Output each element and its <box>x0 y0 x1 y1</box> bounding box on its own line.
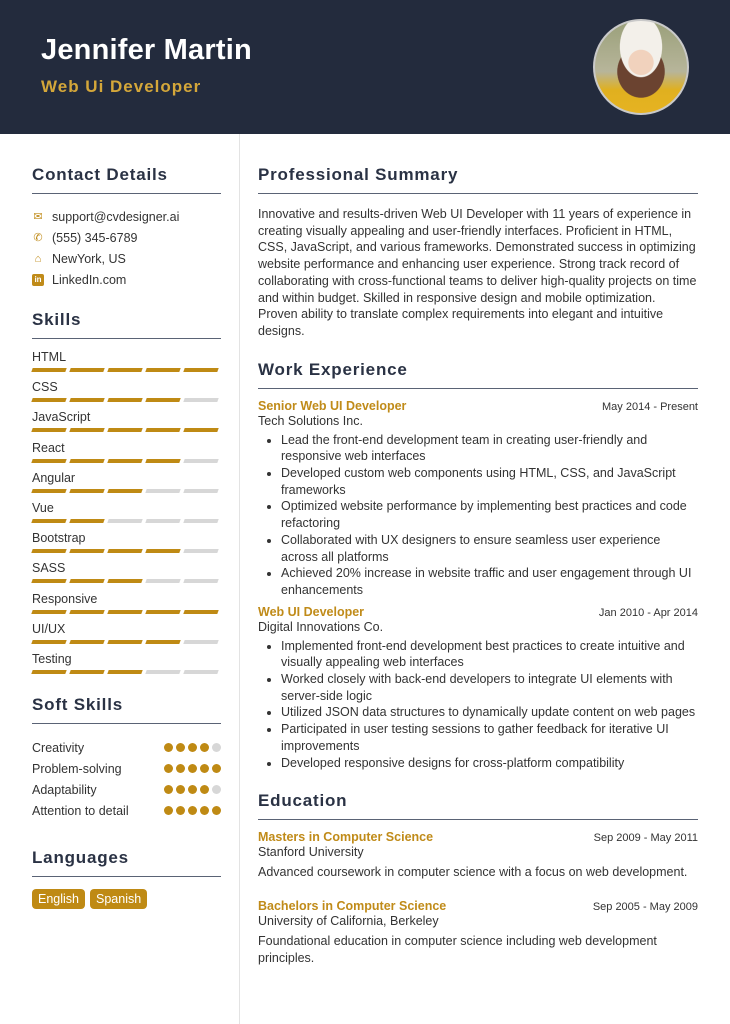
skill-level-segment <box>69 640 104 644</box>
skill-level-segment <box>145 670 180 674</box>
skill-level-segment <box>145 640 180 644</box>
contact-item <box>32 248 221 269</box>
contact-text: NewYork, US <box>52 251 126 266</box>
skill-level-segment <box>183 519 218 523</box>
skill-level-segment <box>145 519 180 523</box>
bullet-item: • Achieved 20% increase in website traffic and user engagement through UI enhancements <box>281 565 698 598</box>
school: Stanford University <box>258 845 364 860</box>
skill-level-segment <box>145 459 180 463</box>
skills-section <box>32 310 221 681</box>
skill-level-segment <box>183 670 218 674</box>
skill-level-segment <box>107 489 142 493</box>
job-role: Web UI Developer <box>258 604 365 619</box>
job-header <box>258 605 698 619</box>
skill-level-segment <box>69 368 104 372</box>
education-entry <box>258 830 698 881</box>
skill-item <box>32 500 221 530</box>
skills-list <box>32 349 221 681</box>
profile-photo <box>593 19 689 115</box>
soft-skill-name: Adaptability <box>32 782 97 797</box>
summary-section <box>258 165 698 340</box>
contact-list <box>32 206 221 290</box>
soft-skill-item <box>32 758 221 779</box>
bullet-item: • Participated in user testing sessions to gather feedback for iterative UI improvements <box>281 721 698 754</box>
skill-level-segment <box>107 640 142 644</box>
skill-item <box>32 560 221 590</box>
rating-dot-icon <box>212 764 221 773</box>
skill-level-segment <box>107 368 142 372</box>
rating-dot-icon <box>188 743 197 752</box>
soft-skill-rating <box>164 806 221 815</box>
degree: Bachelors in Computer Science <box>258 898 447 913</box>
skill-item <box>32 470 221 500</box>
education-dates: Sep 2009 - May 2011 <box>593 832 698 845</box>
contact-item <box>32 269 221 290</box>
skill-item <box>32 530 221 560</box>
skill-level-segment <box>145 368 180 372</box>
skill-level-segment <box>31 459 66 463</box>
bullet-item: • Collaborated with UX designers to ensure seamless user experience across all platforms <box>281 532 698 565</box>
rating-dot-icon <box>164 743 173 752</box>
soft-skill-name: Creativity <box>32 740 85 755</box>
contact-text: support@cvdesigner.ai <box>52 209 180 224</box>
skill-level-segment <box>183 489 218 493</box>
skill-level-segment <box>69 459 104 463</box>
job-company: Tech Solutions Inc. <box>258 413 363 428</box>
skill-level-segment <box>69 670 104 674</box>
job-title: Web Ui Developer <box>41 77 202 96</box>
bullet-item: • Optimized website performance by implementing best practices and code refactoring <box>281 498 698 531</box>
soft-skill-item <box>32 737 221 758</box>
skill-level-bar <box>32 368 221 373</box>
soft-skill-name: Problem-solving <box>32 761 122 776</box>
skill-level-segment <box>31 579 66 583</box>
skill-level-segment <box>31 368 66 372</box>
skill-name: SASS <box>32 561 66 576</box>
resume-header <box>0 0 730 134</box>
education-header <box>258 830 698 844</box>
rating-dot-icon <box>200 806 209 815</box>
rating-dot-icon <box>188 806 197 815</box>
skill-level-segment <box>31 610 66 614</box>
soft-skill-item <box>32 779 221 800</box>
language-badge: English <box>32 889 85 909</box>
soft-skills-heading: Soft Skills <box>32 695 221 724</box>
summary-text: Innovative and results-driven Web UI Developer with 11 years of experience in creating visually appealing and user-friendly interfaces. Proficient in HTML, CSS, JavaScript, and various frameworks. Demonstrated success in optimizing website performance and enhancing user experience. Strong track record of collaborating with cross-functional teams to deliver high-quality projects on time and within budget. Skilled in responsive design and mobile optimization. Proven ability to translate complex requirements into elegant and intuitive designs. <box>258 207 697 338</box>
job-company: Digital Innovations Co. <box>258 619 384 634</box>
skill-level-segment <box>107 610 142 614</box>
education-header <box>258 899 698 913</box>
skill-level-segment <box>107 670 142 674</box>
bullet-item: • Lead the front-end development team in creating user-friendly and responsive web interfaces <box>281 432 698 465</box>
rating-dot-icon <box>200 785 209 794</box>
skill-item <box>32 621 221 651</box>
rating-dot-icon <box>200 743 209 752</box>
skill-level-segment <box>31 640 66 644</box>
education-description: Foundational education in computer science including web development principles. <box>258 933 657 965</box>
skill-level-segment <box>69 579 104 583</box>
skill-level-segment <box>31 428 66 432</box>
skill-name: UI/UX <box>32 621 66 636</box>
soft-skill-name: Attention to detail <box>32 803 129 818</box>
skill-level-segment <box>69 428 104 432</box>
rating-dot-icon <box>212 743 221 752</box>
skill-level-segment <box>107 519 142 523</box>
soft-skills-section <box>32 695 221 821</box>
rating-dot-icon <box>212 806 221 815</box>
languages-heading: Languages <box>32 848 221 877</box>
language-badge: Spanish <box>90 889 147 909</box>
skill-level-segment <box>31 519 66 523</box>
skill-level-segment <box>183 368 218 372</box>
skill-level-segment <box>107 459 142 463</box>
skill-level-segment <box>183 610 218 614</box>
skill-level-segment <box>69 610 104 614</box>
skill-level-segment <box>145 549 180 553</box>
rating-dot-icon <box>176 764 185 773</box>
rating-dot-icon <box>164 785 173 794</box>
skill-name: Vue <box>32 500 54 515</box>
rating-dot-icon <box>188 764 197 773</box>
skill-level-segment <box>145 428 180 432</box>
skill-level-segment <box>107 549 142 553</box>
job-dates: May 2014 - Present <box>602 400 698 413</box>
rating-dot-icon <box>212 785 221 794</box>
skill-level-segment <box>145 489 180 493</box>
skill-level-bar <box>32 428 221 433</box>
skill-item <box>32 440 221 470</box>
soft-skill-item <box>32 800 221 821</box>
job-role: Senior Web UI Developer <box>258 398 407 413</box>
languages-section <box>32 848 221 909</box>
skill-level-segment <box>69 489 104 493</box>
contact-item <box>32 206 221 227</box>
skill-item <box>32 591 221 621</box>
school: University of California, Berkeley <box>258 913 439 928</box>
skill-level-segment <box>183 398 218 402</box>
contact-section <box>32 165 221 290</box>
right-column <box>258 134 698 966</box>
skills-heading: Skills <box>32 310 221 339</box>
education-list <box>258 830 698 966</box>
skill-level-segment <box>69 549 104 553</box>
skill-level-segment <box>145 579 180 583</box>
skill-level-bar <box>32 459 221 464</box>
skill-item <box>32 409 221 439</box>
education-section <box>258 791 698 966</box>
job-entry <box>258 605 698 772</box>
skill-level-segment <box>69 398 104 402</box>
experience-section <box>258 360 698 772</box>
candidate-name: Jennifer Martin <box>41 34 252 66</box>
skill-level-segment <box>183 459 218 463</box>
column-divider <box>239 134 240 1024</box>
skill-level-bar <box>32 670 221 675</box>
education-description: Advanced coursework in computer science with a focus on web development. <box>258 865 688 880</box>
skill-level-segment <box>145 398 180 402</box>
skill-item <box>32 651 221 681</box>
soft-skill-rating <box>164 764 221 773</box>
bullet-item: • Implemented front-end development best practices to create intuitive and visually appealing web interfaces <box>281 638 698 671</box>
rating-dot-icon <box>164 764 173 773</box>
skill-item <box>32 349 221 379</box>
skill-name: HTML <box>32 350 67 364</box>
bullet-item: • Worked closely with back-end developers to integrate UI elements with server-side logic <box>281 671 698 704</box>
job-header <box>258 399 698 413</box>
skill-level-segment <box>183 549 218 553</box>
contact-text: LinkedIn.com <box>52 272 127 287</box>
skill-name: CSS <box>32 380 58 395</box>
skill-item <box>32 379 221 409</box>
languages-list <box>32 889 221 909</box>
home-icon: ⌂ <box>34 252 42 265</box>
rating-dot-icon <box>176 785 185 794</box>
left-column <box>32 134 221 909</box>
linkedin-icon: in <box>32 274 44 286</box>
skill-name: Bootstrap <box>32 531 86 546</box>
skill-level-bar <box>32 398 221 403</box>
skill-name: Testing <box>32 651 72 666</box>
skill-level-segment <box>183 428 218 432</box>
rating-dot-icon <box>176 743 185 752</box>
rating-dot-icon <box>164 806 173 815</box>
rating-dot-icon <box>188 785 197 794</box>
skill-level-segment <box>31 489 66 493</box>
education-dates: Sep 2005 - May 2009 <box>592 900 698 913</box>
skill-level-segment <box>31 398 66 402</box>
skill-level-bar <box>32 610 221 615</box>
contact-text: (555) 345-6789 <box>52 230 138 245</box>
envelope-icon: ✉ <box>33 211 43 223</box>
skill-level-bar <box>32 519 221 524</box>
skill-level-bar <box>32 640 221 645</box>
contact-item <box>32 227 221 248</box>
bullet-item: • Developed responsive designs for cross-platform compatibility <box>281 755 698 772</box>
skill-level-segment <box>107 428 142 432</box>
job-bullets <box>258 432 698 599</box>
education-entry <box>258 899 698 966</box>
skill-level-segment <box>183 640 218 644</box>
contact-heading: Contact Details <box>32 165 221 194</box>
skill-level-bar <box>32 549 221 554</box>
job-entry <box>258 399 698 599</box>
skill-name: Angular <box>32 470 76 485</box>
skill-level-segment <box>31 549 66 553</box>
skill-level-bar <box>32 579 221 584</box>
skill-name: React <box>32 440 65 455</box>
skill-level-segment <box>31 670 66 674</box>
job-dates: Jan 2010 - Apr 2014 <box>598 606 698 619</box>
bullet-item: • Developed custom web components using HTML, CSS, and JavaScript frameworks <box>281 465 698 498</box>
skill-level-segment <box>107 398 142 402</box>
skill-name: Responsive <box>32 591 98 606</box>
education-heading: Education <box>258 791 698 820</box>
rating-dot-icon <box>176 806 185 815</box>
degree: Masters in Computer Science <box>258 830 434 845</box>
skill-name: JavaScript <box>32 410 91 425</box>
rating-dot-icon <box>200 764 209 773</box>
summary-heading: Professional Summary <box>258 165 698 194</box>
job-bullets <box>258 638 698 772</box>
soft-skill-rating <box>164 785 221 794</box>
bullet-item: • Utilized JSON data structures to dynamically update content on web pages <box>281 704 698 721</box>
skill-level-segment <box>69 519 104 523</box>
skill-level-segment <box>145 610 180 614</box>
phone-icon: ✆ <box>33 232 43 244</box>
skill-level-bar <box>32 489 221 494</box>
skill-level-segment <box>183 579 218 583</box>
soft-skills-list <box>32 737 221 821</box>
skill-level-segment <box>107 579 142 583</box>
job-list <box>258 399 698 772</box>
soft-skill-rating <box>164 743 221 752</box>
experience-heading: Work Experience <box>258 360 698 389</box>
